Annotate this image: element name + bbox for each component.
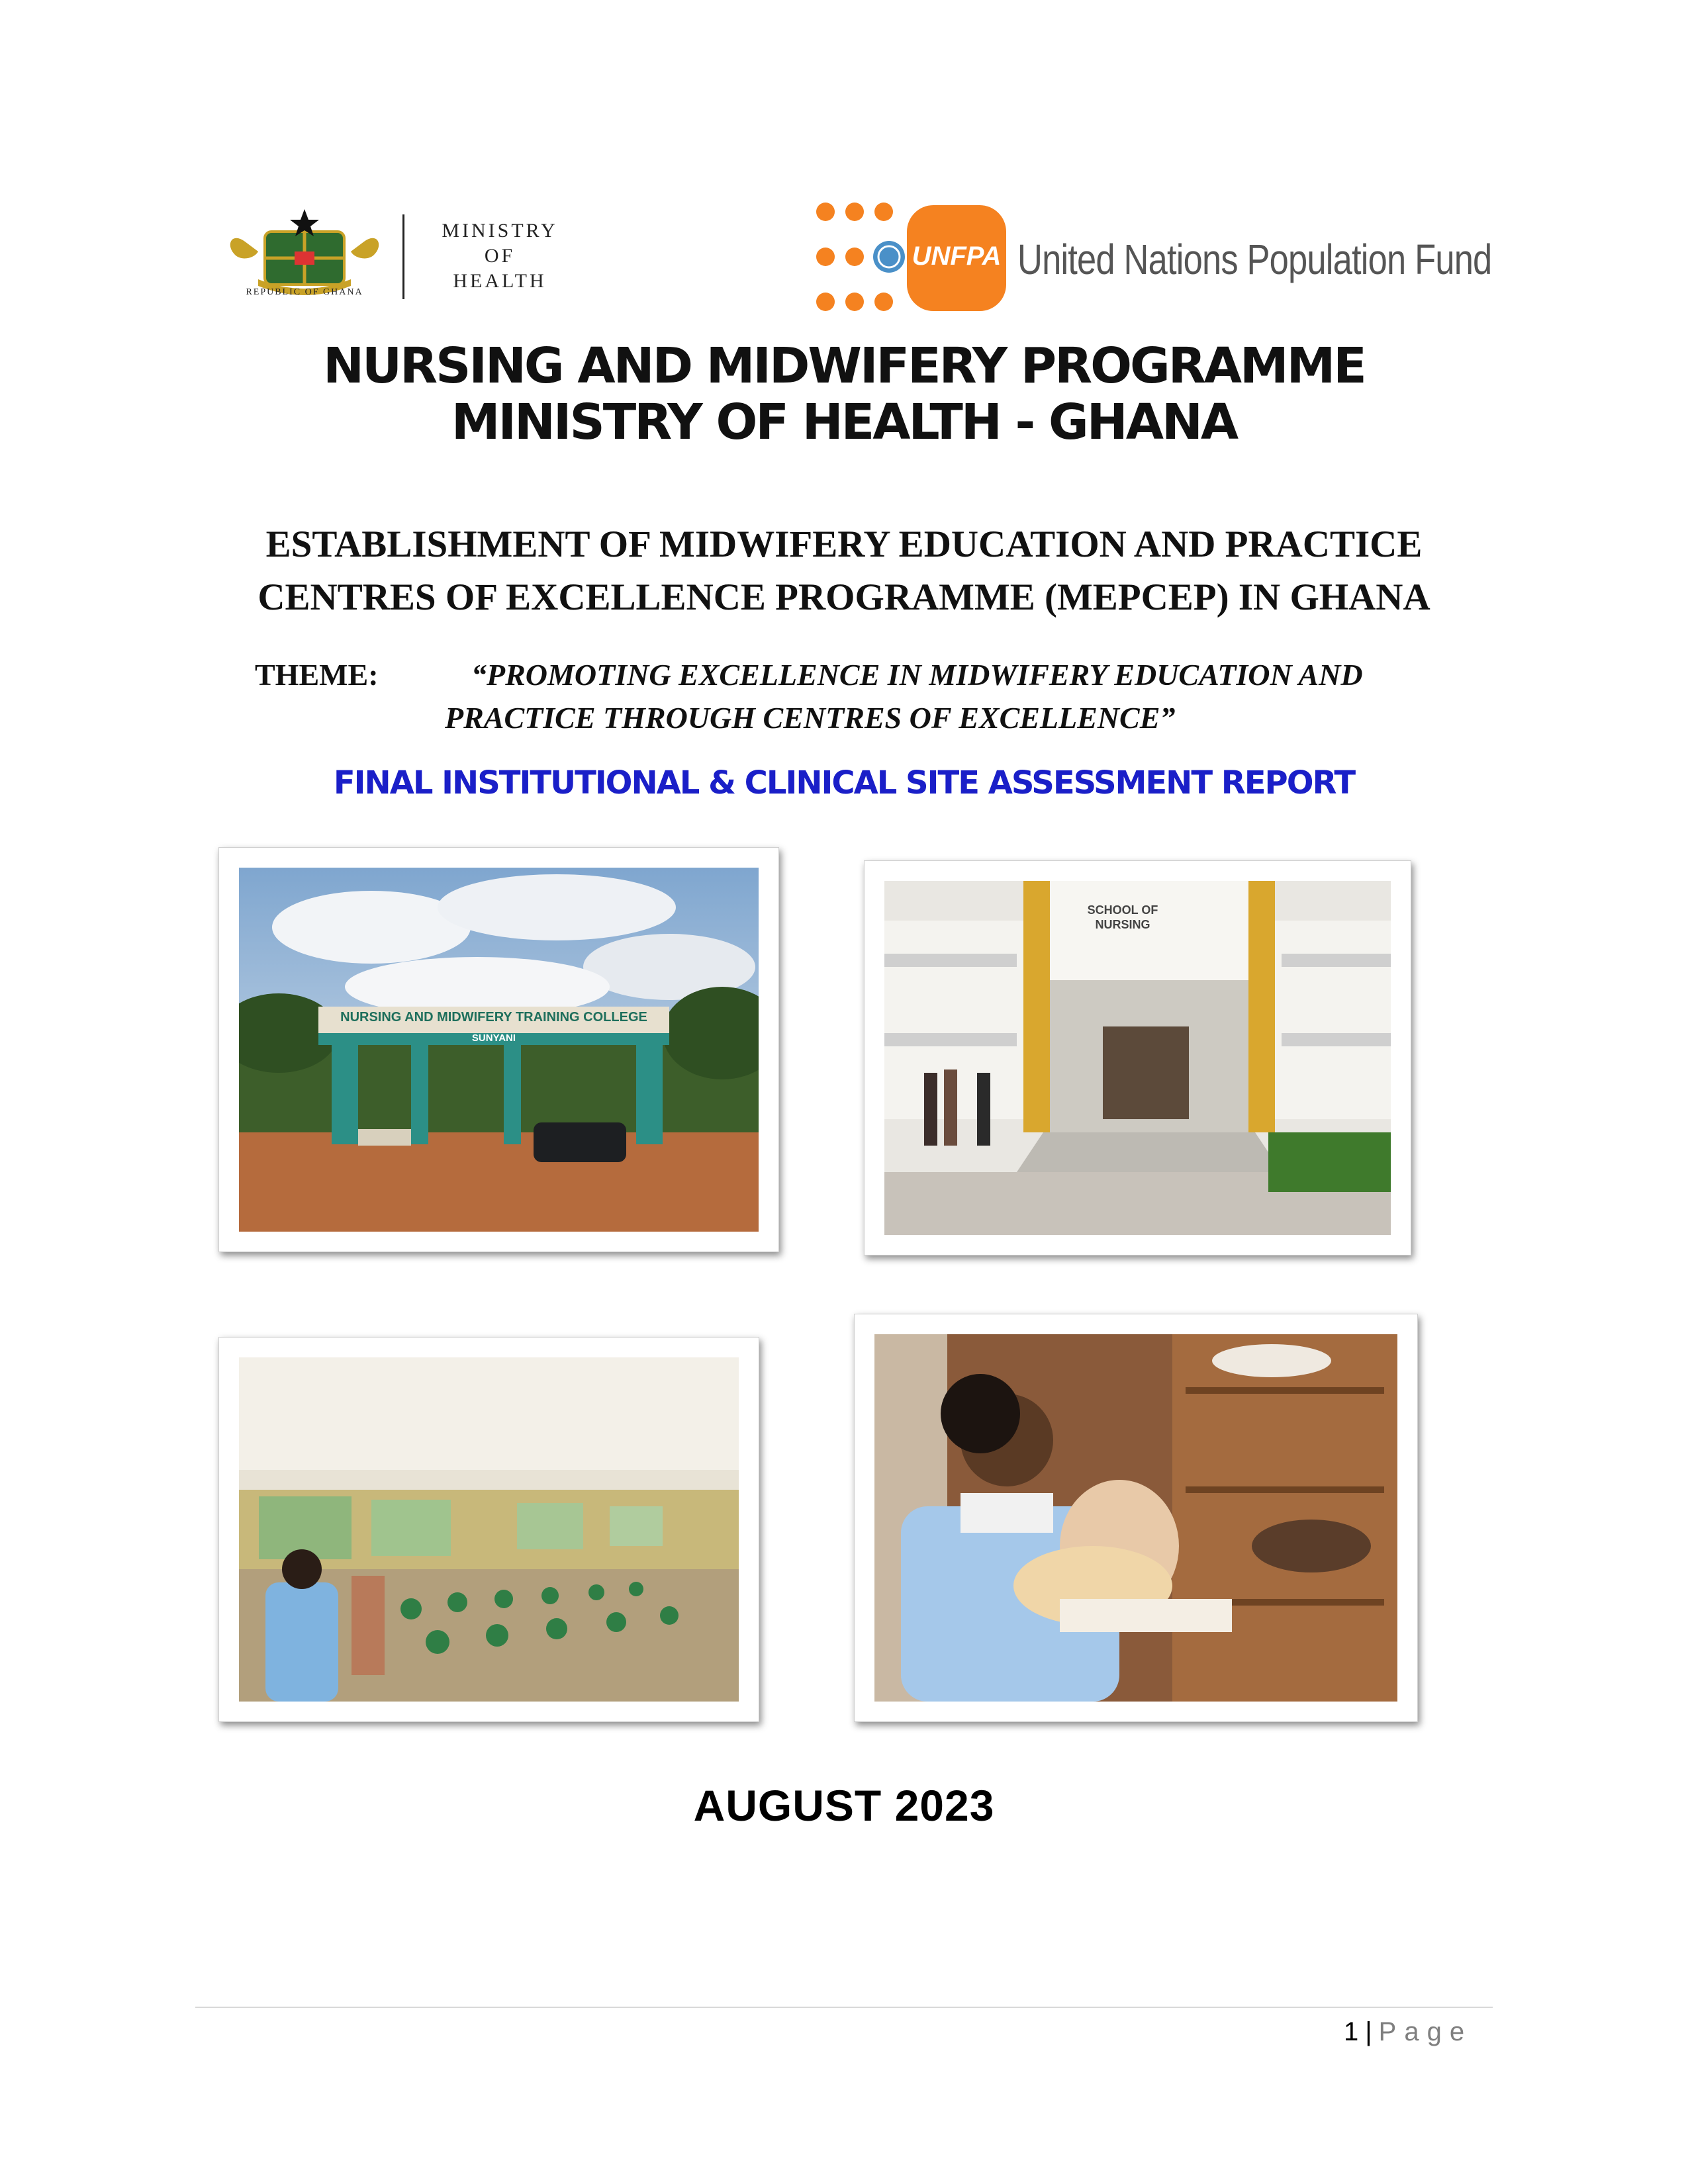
report-title: FINAL INSTITUTIONAL & CLINICAL SITE ASSESSMENT REPORT: [333, 764, 1355, 801]
theme-text-line-1: “PROMOTING EXCELLENCE IN MIDWIFERY EDUCATION AND: [471, 658, 1363, 692]
unfpa-full-name: United Nations Population Fund: [1017, 236, 1492, 283]
page-number: 1: [1344, 2017, 1359, 2046]
unfpa-mark-text: UNFPA: [912, 242, 1002, 271]
moh-line-2: OF: [484, 245, 516, 267]
photo-school-of-nursing-building: [864, 860, 1411, 1255]
footer-divider: [195, 2007, 1493, 2008]
building-sign-line-1: SCHOOL OF: [1087, 903, 1158, 917]
gate-sign-line-1: NURSING AND MIDWIFERY TRAINING COLLEGE: [340, 1010, 647, 1024]
ministry-of-health-logo: [218, 205, 589, 304]
photo-midwife-with-training-model: [854, 1314, 1418, 1722]
theme-label: THEME:: [255, 658, 379, 692]
page-separator: |: [1365, 2017, 1372, 2046]
unfpa-dots-icon: [811, 199, 917, 318]
moh-line-1: MINISTRY: [442, 220, 558, 242]
building-sign-line-2: NURSING: [1095, 918, 1150, 931]
moh-line-3: HEALTH: [453, 270, 547, 292]
subtitle-line-2: CENTRES OF EXCELLENCE PROGRAMME (MEPCEP) IN GHANA: [258, 576, 1430, 618]
theme-text-line-2: PRACTICE THROUGH CENTRES OF EXCELLENCE”: [445, 701, 1176, 735]
photo-college-gate: [218, 847, 779, 1252]
subtitle-line-1: ESTABLISHMENT OF MIDWIFERY EDUCATION AND PRACTICE: [265, 523, 1423, 565]
ministry-of-health-wordmark: [417, 218, 583, 294]
gate-sign-line-2: SUNYANI: [471, 1032, 516, 1044]
report-date: AUGUST 2023: [693, 1781, 995, 1830]
coat-of-arms-caption: REPUBLIC OF GHANA: [246, 287, 363, 297]
page-footer: [1344, 2017, 1472, 2047]
photo-examination-hall: [218, 1337, 759, 1722]
page-title-line-1: NURSING AND MIDWIFERY PROGRAMME: [323, 338, 1365, 394]
page-title-line-2: MINISTRY OF HEALTH - GHANA: [451, 394, 1237, 451]
logo-divider: [402, 214, 404, 299]
unfpa-logo: [811, 199, 1492, 318]
page-word: Page: [1378, 2017, 1473, 2046]
